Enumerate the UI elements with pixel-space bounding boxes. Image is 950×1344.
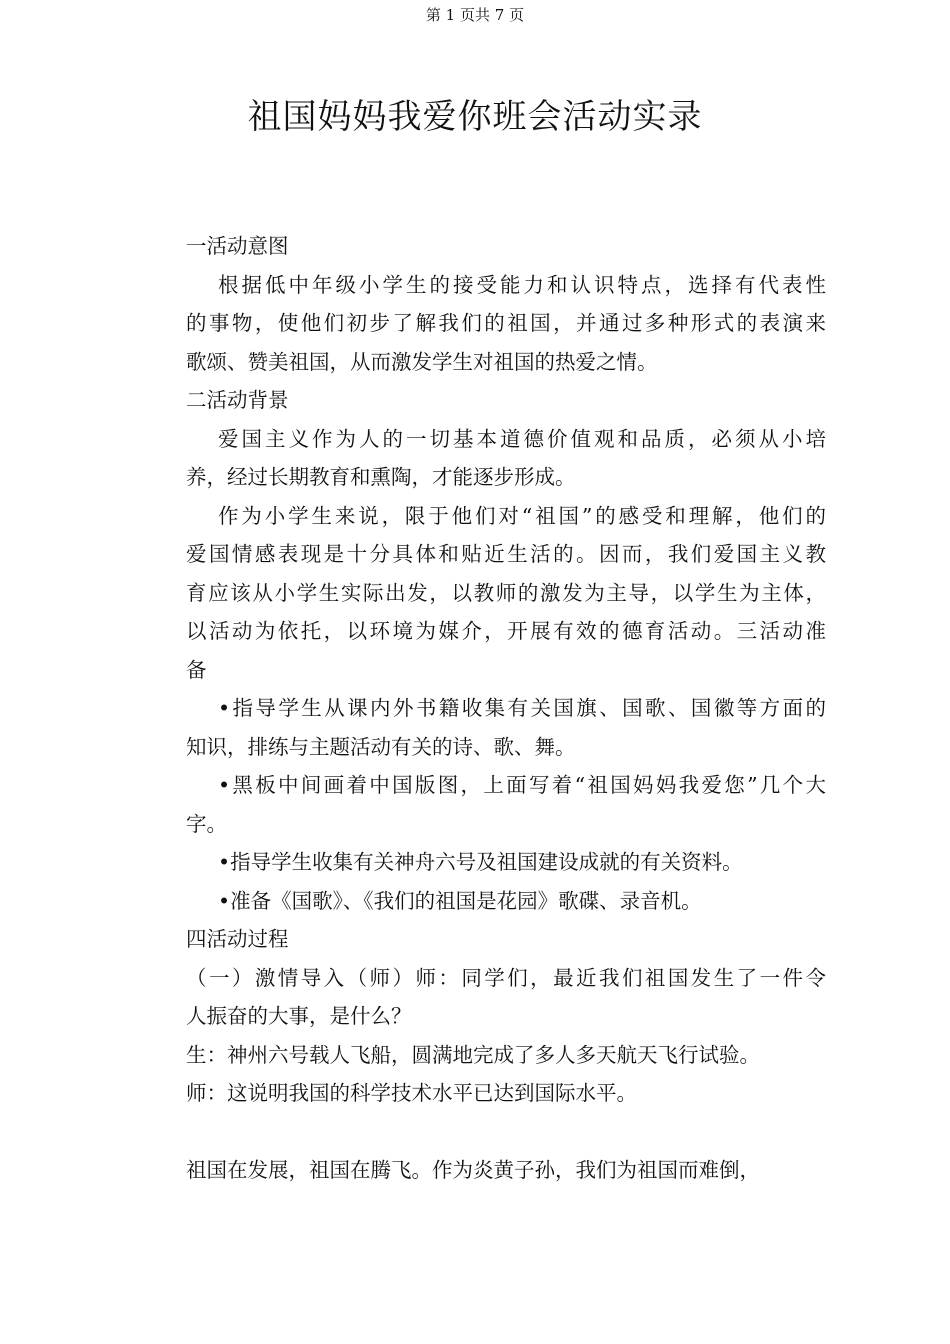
text-line: 根据低中年级小学生的接受能力和认识特点，选择有代表性 — [218, 272, 826, 297]
text-line: •准备《国歌》、《我们的祖国是花园》歌碟、录音机。 — [218, 888, 702, 913]
text-line: 爱国情感表现是十分具体和贴近生活的。因而，我们爱国主义教 — [186, 542, 826, 566]
text-line: 字。 — [186, 811, 227, 836]
paragraph-gap — [186, 1113, 826, 1151]
text-line: 的事物，使他们初步了解我们的祖国，并通过多种形式的表演来 — [186, 311, 826, 335]
text-line: 养，经过长期教育和熏陶，才能逐步形成。 — [186, 465, 576, 489]
text-line: 育应该从小学生实际出发，以教师的激发为主导，以学生为主体， — [186, 580, 826, 605]
document-title: 祖国妈妈我爱你班会活动实录 — [247, 97, 703, 137]
text-line: •指导学生从课内外书籍收集有关国旗、国歌、国徽等方面的 — [218, 696, 826, 720]
text-line: 四活动过程 — [186, 927, 289, 951]
document-body — [186, 227, 826, 1189]
text-line: 以活动为依托，以环境为媒介，开展有效的德育活动。三活动准 — [186, 619, 826, 643]
text-line: 师：这说明我国的科学技术水平已达到国际水平。 — [186, 1081, 637, 1105]
text-line: 作为小学生来说，限于他们对“祖国”的感受和理解，他们的 — [218, 503, 826, 528]
text-line: 备 — [186, 657, 207, 682]
text-line: 二活动背景 — [186, 388, 289, 412]
text-line: 歌颂、赞美祖国，从而激发学生对祖国的热爱之情。 — [186, 349, 658, 374]
text-line: 爱国主义作为人的一切基本道德价值观和品质，必须从小培 — [218, 426, 826, 451]
page-indicator: 第 1 页共 7 页 — [425, 6, 525, 24]
text-line: 知识，排练与主题活动有关的诗、歌、舞。 — [186, 734, 576, 759]
text-line: •黑板中间画着中国版图，上面写着“祖国妈妈我爱您”几个大 — [218, 773, 826, 797]
text-line: 人振奋的大事，是什么？ — [186, 1004, 412, 1028]
text-line: 一活动意图 — [186, 234, 289, 258]
text-line: （一）激情导入（师）师：同学们，最近我们祖国发生了一件令 — [186, 965, 826, 990]
text-line: •指导学生收集有关神舟六号及祖国建设成就的有关资料。 — [218, 850, 743, 874]
text-line: 祖国在发展，祖国在腾飞。作为炎黄子孙，我们为祖国而难倒， — [186, 1157, 760, 1182]
text-line: 生：神州六号载人飞船，圆满地完成了多人多天航天飞行试验。 — [186, 1042, 760, 1067]
